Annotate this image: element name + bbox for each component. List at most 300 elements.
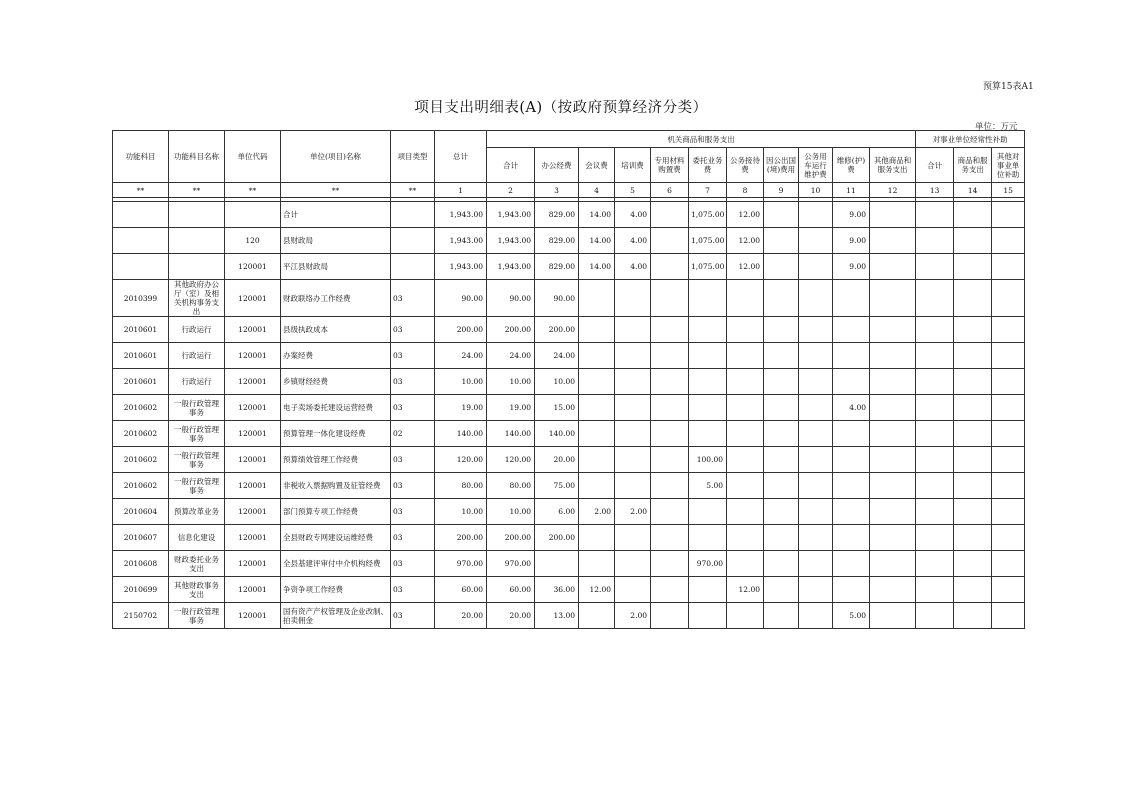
index-cell: ** bbox=[391, 183, 435, 198]
amount-cell bbox=[727, 395, 764, 421]
func-name-cell: 其他政府办公厅（室）及相关机构事务支出 bbox=[169, 280, 225, 317]
table-row bbox=[113, 369, 1025, 395]
amount-cell bbox=[954, 280, 992, 317]
amount-cell: 1,943.00 bbox=[487, 202, 535, 228]
amount-cell: 1,075.00 bbox=[689, 202, 727, 228]
amount-cell bbox=[615, 421, 651, 447]
table-row bbox=[113, 499, 1025, 525]
func-code-cell: 2010604 bbox=[113, 499, 169, 525]
header-func-code: 功能科目 bbox=[113, 131, 169, 183]
header-reception: 公务接待费 bbox=[727, 148, 764, 183]
amount-cell: 4.00 bbox=[615, 202, 651, 228]
amount-cell bbox=[615, 473, 651, 499]
amount-cell bbox=[689, 369, 727, 395]
amount-cell bbox=[764, 551, 799, 577]
index-cell: 4 bbox=[579, 183, 615, 198]
amount-cell bbox=[615, 280, 651, 317]
amount-cell bbox=[615, 551, 651, 577]
amount-cell bbox=[954, 473, 992, 499]
amount-cell bbox=[579, 551, 615, 577]
amount-cell bbox=[799, 473, 833, 499]
amount-cell: 4.00 bbox=[615, 254, 651, 280]
amount-cell bbox=[651, 395, 689, 421]
amount-cell bbox=[954, 447, 992, 473]
index-cell: 10 bbox=[799, 183, 833, 198]
amount-cell bbox=[651, 369, 689, 395]
func-code-cell: 2150702 bbox=[113, 603, 169, 629]
amount-cell bbox=[579, 317, 615, 343]
index-cell: 13 bbox=[916, 183, 954, 198]
amount-cell bbox=[727, 317, 764, 343]
unit-code-cell bbox=[225, 202, 281, 228]
index-cell: 8 bbox=[727, 183, 764, 198]
amount-cell bbox=[833, 525, 870, 551]
project-type-cell bbox=[391, 254, 435, 280]
table-row bbox=[113, 577, 1025, 603]
amount-cell bbox=[992, 525, 1025, 551]
func-code-cell bbox=[113, 202, 169, 228]
amount-cell bbox=[870, 551, 916, 577]
unit-code-cell: 120001 bbox=[225, 577, 281, 603]
func-code-cell: 2010699 bbox=[113, 577, 169, 603]
amount-cell bbox=[870, 369, 916, 395]
amount-cell bbox=[651, 577, 689, 603]
header-group-goods: 机关商品和服务支出 bbox=[487, 131, 916, 148]
amount-cell bbox=[579, 280, 615, 317]
amount-cell: 2.00 bbox=[579, 499, 615, 525]
amount-cell bbox=[916, 254, 954, 280]
amount-cell bbox=[833, 280, 870, 317]
amount-cell bbox=[689, 317, 727, 343]
amount-cell bbox=[615, 525, 651, 551]
amount-cell bbox=[764, 421, 799, 447]
header-project-type: 项目类型 bbox=[391, 131, 435, 183]
project-type-cell: 03 bbox=[391, 551, 435, 577]
amount-cell bbox=[764, 317, 799, 343]
project-type-cell: 02 bbox=[391, 421, 435, 447]
amount-cell bbox=[833, 421, 870, 447]
amount-cell: 970.00 bbox=[689, 551, 727, 577]
unit-code-cell: 120 bbox=[225, 228, 281, 254]
amount-cell bbox=[916, 228, 954, 254]
amount-cell bbox=[833, 473, 870, 499]
amount-cell bbox=[833, 551, 870, 577]
amount-cell bbox=[954, 499, 992, 525]
amount-cell: 1,943.00 bbox=[435, 228, 487, 254]
header-sub-total: 合计 bbox=[916, 148, 954, 183]
amount-cell bbox=[992, 473, 1025, 499]
project-type-cell: 03 bbox=[391, 577, 435, 603]
amount-cell bbox=[651, 202, 689, 228]
amount-cell bbox=[535, 551, 579, 577]
amount-cell: 24.00 bbox=[535, 343, 579, 369]
func-code-cell bbox=[113, 254, 169, 280]
amount-cell: 829.00 bbox=[535, 254, 579, 280]
amount-cell: 1,943.00 bbox=[487, 254, 535, 280]
amount-cell: 90.00 bbox=[535, 280, 579, 317]
amount-cell: 200.00 bbox=[487, 525, 535, 551]
index-row bbox=[113, 183, 1025, 198]
amount-cell bbox=[992, 202, 1025, 228]
page-title: 项目支出明细表(A)（按政府预算经济分类） bbox=[414, 100, 708, 116]
table-row bbox=[113, 395, 1025, 421]
unit-code-cell: 120001 bbox=[225, 395, 281, 421]
amount-cell bbox=[799, 447, 833, 473]
table-row bbox=[113, 525, 1025, 551]
func-code-cell bbox=[113, 228, 169, 254]
amount-cell bbox=[651, 551, 689, 577]
amount-cell bbox=[992, 577, 1025, 603]
amount-cell bbox=[651, 280, 689, 317]
func-code-cell: 2010602 bbox=[113, 395, 169, 421]
amount-cell bbox=[651, 421, 689, 447]
amount-cell: 20.00 bbox=[487, 603, 535, 629]
unit-name-cell: 财政联络办工作经费 bbox=[281, 280, 391, 317]
amount-cell bbox=[833, 499, 870, 525]
amount-cell bbox=[870, 254, 916, 280]
unit-code-cell: 120001 bbox=[225, 421, 281, 447]
amount-cell bbox=[870, 395, 916, 421]
amount-cell: 200.00 bbox=[435, 525, 487, 551]
amount-cell bbox=[727, 343, 764, 369]
func-code-cell: 2010601 bbox=[113, 369, 169, 395]
amount-cell bbox=[764, 395, 799, 421]
amount-cell: 970.00 bbox=[435, 551, 487, 577]
unit-name-cell: 全县基建评审付中介机构经费 bbox=[281, 551, 391, 577]
amount-cell: 9.00 bbox=[833, 228, 870, 254]
amount-cell bbox=[689, 577, 727, 603]
amount-cell bbox=[727, 421, 764, 447]
amount-cell bbox=[916, 577, 954, 603]
amount-cell bbox=[870, 202, 916, 228]
func-code-cell: 2010601 bbox=[113, 343, 169, 369]
func-name-cell: 行政运行 bbox=[169, 369, 225, 395]
amount-cell bbox=[689, 421, 727, 447]
amount-cell bbox=[764, 343, 799, 369]
amount-cell bbox=[579, 395, 615, 421]
project-type-cell: 03 bbox=[391, 369, 435, 395]
amount-cell: 20.00 bbox=[435, 603, 487, 629]
amount-cell bbox=[916, 317, 954, 343]
func-code-cell: 2010601 bbox=[113, 317, 169, 343]
amount-cell bbox=[689, 343, 727, 369]
amount-cell bbox=[727, 551, 764, 577]
project-type-cell bbox=[391, 202, 435, 228]
unit-label: 单位：万元 bbox=[975, 122, 1018, 132]
amount-cell: 5.00 bbox=[833, 603, 870, 629]
func-name-cell: 财政委托业务支出 bbox=[169, 551, 225, 577]
index-cell: 3 bbox=[535, 183, 579, 198]
unit-name-cell: 平江县财政局 bbox=[281, 254, 391, 280]
amount-cell: 200.00 bbox=[435, 317, 487, 343]
amount-cell: 10.00 bbox=[487, 369, 535, 395]
amount-cell: 6.00 bbox=[535, 499, 579, 525]
amount-cell bbox=[799, 577, 833, 603]
amount-cell bbox=[992, 228, 1025, 254]
amount-cell bbox=[689, 395, 727, 421]
header-other-goods: 其他商品和服务支出 bbox=[870, 148, 916, 183]
amount-cell: 1,943.00 bbox=[435, 254, 487, 280]
amount-cell bbox=[954, 603, 992, 629]
amount-cell bbox=[651, 603, 689, 629]
header-vehicle: 公务用车运行维护费 bbox=[799, 148, 833, 183]
index-cell: ** bbox=[225, 183, 281, 198]
index-cell: 5 bbox=[615, 183, 651, 198]
project-type-cell: 03 bbox=[391, 343, 435, 369]
func-name-cell: 一般行政管理事务 bbox=[169, 395, 225, 421]
func-name-cell bbox=[169, 228, 225, 254]
amount-cell: 1,075.00 bbox=[689, 228, 727, 254]
amount-cell: 14.00 bbox=[579, 202, 615, 228]
header-group-subsidy: 对事业单位经常性补助 bbox=[916, 131, 1025, 148]
amount-cell bbox=[992, 280, 1025, 317]
amount-cell: 140.00 bbox=[487, 421, 535, 447]
amount-cell bbox=[615, 317, 651, 343]
amount-cell: 2.00 bbox=[615, 499, 651, 525]
amount-cell bbox=[954, 577, 992, 603]
amount-cell bbox=[954, 421, 992, 447]
amount-cell: 80.00 bbox=[435, 473, 487, 499]
unit-name-cell: 国有资产产权管理及企业改制、拍卖佣金 bbox=[281, 603, 391, 629]
index-cell: 14 bbox=[954, 183, 992, 198]
amount-cell bbox=[954, 254, 992, 280]
func-name-cell: 预算改革业务 bbox=[169, 499, 225, 525]
amount-cell: 200.00 bbox=[535, 525, 579, 551]
header-unit-code: 单位代码 bbox=[225, 131, 281, 183]
amount-cell: 12.00 bbox=[727, 254, 764, 280]
page-code: 预算15表A1 bbox=[983, 82, 1034, 92]
amount-cell bbox=[579, 421, 615, 447]
index-cell: 1 bbox=[435, 183, 487, 198]
amount-cell bbox=[764, 254, 799, 280]
amount-cell: 12.00 bbox=[579, 577, 615, 603]
project-type-cell bbox=[391, 228, 435, 254]
amount-cell bbox=[689, 525, 727, 551]
amount-cell bbox=[992, 254, 1025, 280]
amount-cell bbox=[764, 603, 799, 629]
amount-cell bbox=[916, 525, 954, 551]
amount-cell: 140.00 bbox=[535, 421, 579, 447]
amount-cell: 24.00 bbox=[487, 343, 535, 369]
index-cell: 7 bbox=[689, 183, 727, 198]
amount-cell: 60.00 bbox=[487, 577, 535, 603]
amount-cell: 14.00 bbox=[579, 228, 615, 254]
func-name-cell: 信息化建设 bbox=[169, 525, 225, 551]
amount-cell: 5.00 bbox=[689, 473, 727, 499]
amount-cell: 14.00 bbox=[579, 254, 615, 280]
amount-cell: 24.00 bbox=[435, 343, 487, 369]
amount-cell bbox=[799, 317, 833, 343]
unit-code-cell: 120001 bbox=[225, 473, 281, 499]
table-row bbox=[113, 254, 1025, 280]
func-name-cell: 一般行政管理事务 bbox=[169, 421, 225, 447]
amount-cell bbox=[916, 551, 954, 577]
amount-cell bbox=[651, 317, 689, 343]
amount-cell bbox=[916, 280, 954, 317]
amount-cell bbox=[870, 421, 916, 447]
amount-cell bbox=[799, 369, 833, 395]
amount-cell bbox=[651, 499, 689, 525]
amount-cell bbox=[727, 369, 764, 395]
index-cell: 11 bbox=[833, 183, 870, 198]
amount-cell bbox=[992, 603, 1025, 629]
amount-cell bbox=[916, 202, 954, 228]
amount-cell: 90.00 bbox=[435, 280, 487, 317]
amount-cell: 100.00 bbox=[689, 447, 727, 473]
amount-cell bbox=[615, 343, 651, 369]
unit-name-cell: 合计 bbox=[281, 202, 391, 228]
amount-cell bbox=[799, 499, 833, 525]
func-name-cell: 行政运行 bbox=[169, 317, 225, 343]
func-code-cell: 2010607 bbox=[113, 525, 169, 551]
amount-cell bbox=[954, 202, 992, 228]
func-name-cell: 一般行政管理事务 bbox=[169, 603, 225, 629]
unit-code-cell: 120001 bbox=[225, 280, 281, 317]
amount-cell bbox=[579, 447, 615, 473]
amount-cell bbox=[799, 525, 833, 551]
amount-cell: 19.00 bbox=[435, 395, 487, 421]
amount-cell: 120.00 bbox=[487, 447, 535, 473]
project-type-cell: 03 bbox=[391, 499, 435, 525]
amount-cell bbox=[833, 343, 870, 369]
func-code-cell: 2010608 bbox=[113, 551, 169, 577]
amount-cell bbox=[992, 421, 1025, 447]
unit-name-cell: 预算管理一体化建设经费 bbox=[281, 421, 391, 447]
unit-code-cell: 120001 bbox=[225, 499, 281, 525]
header-special-materials: 专用材料购置费 bbox=[651, 148, 689, 183]
amount-cell bbox=[870, 577, 916, 603]
amount-cell bbox=[799, 254, 833, 280]
amount-cell: 4.00 bbox=[615, 228, 651, 254]
func-code-cell: 2010399 bbox=[113, 280, 169, 317]
amount-cell bbox=[615, 577, 651, 603]
amount-cell: 1,075.00 bbox=[689, 254, 727, 280]
amount-cell bbox=[954, 317, 992, 343]
project-type-cell: 03 bbox=[391, 280, 435, 317]
amount-cell bbox=[727, 280, 764, 317]
unit-code-cell: 120001 bbox=[225, 254, 281, 280]
index-cell: ** bbox=[113, 183, 169, 198]
amount-cell bbox=[615, 447, 651, 473]
func-name-cell bbox=[169, 254, 225, 280]
amount-cell bbox=[579, 525, 615, 551]
amount-cell bbox=[727, 603, 764, 629]
func-name-cell: 其他财政事务支出 bbox=[169, 577, 225, 603]
amount-cell bbox=[833, 447, 870, 473]
amount-cell: 10.00 bbox=[435, 499, 487, 525]
amount-cell bbox=[689, 603, 727, 629]
unit-name-cell: 争资争项工作经费 bbox=[281, 577, 391, 603]
amount-cell bbox=[833, 369, 870, 395]
amount-cell bbox=[615, 369, 651, 395]
index-cell: ** bbox=[169, 183, 225, 198]
index-cell: 6 bbox=[651, 183, 689, 198]
header-sub-goods: 商品和服务支出 bbox=[954, 148, 992, 183]
amount-cell bbox=[954, 525, 992, 551]
unit-code-cell: 120001 bbox=[225, 343, 281, 369]
header-subtotal: 合计 bbox=[487, 148, 535, 183]
amount-cell bbox=[799, 280, 833, 317]
amount-cell bbox=[615, 395, 651, 421]
amount-cell bbox=[799, 395, 833, 421]
amount-cell: 80.00 bbox=[487, 473, 535, 499]
amount-cell bbox=[870, 343, 916, 369]
header-func-name: 功能科目名称 bbox=[169, 131, 225, 183]
func-name-cell: 行政运行 bbox=[169, 343, 225, 369]
amount-cell bbox=[992, 499, 1025, 525]
index-cell: 15 bbox=[992, 183, 1025, 198]
project-type-cell: 03 bbox=[391, 525, 435, 551]
func-name-cell: 一般行政管理事务 bbox=[169, 447, 225, 473]
table-row bbox=[113, 228, 1025, 254]
amount-cell: 140.00 bbox=[435, 421, 487, 447]
header-maintenance: 维修(护)费 bbox=[833, 148, 870, 183]
amount-cell bbox=[579, 473, 615, 499]
unit-name-cell: 乡镇财经经费 bbox=[281, 369, 391, 395]
amount-cell bbox=[727, 499, 764, 525]
amount-cell bbox=[727, 447, 764, 473]
header-meeting: 会议费 bbox=[579, 148, 615, 183]
unit-name-cell: 县财政局 bbox=[281, 228, 391, 254]
amount-cell: 20.00 bbox=[535, 447, 579, 473]
amount-cell: 10.00 bbox=[435, 369, 487, 395]
amount-cell bbox=[870, 525, 916, 551]
unit-name-cell: 办案经费 bbox=[281, 343, 391, 369]
amount-cell bbox=[764, 369, 799, 395]
amount-cell bbox=[870, 317, 916, 343]
amount-cell bbox=[651, 343, 689, 369]
amount-cell bbox=[651, 254, 689, 280]
amount-cell bbox=[916, 447, 954, 473]
unit-name-cell: 部门预算专项工作经费 bbox=[281, 499, 391, 525]
header-training: 培训费 bbox=[615, 148, 651, 183]
amount-cell bbox=[954, 395, 992, 421]
amount-cell bbox=[992, 317, 1025, 343]
amount-cell: 829.00 bbox=[535, 228, 579, 254]
project-type-cell: 03 bbox=[391, 473, 435, 499]
amount-cell: 13.00 bbox=[535, 603, 579, 629]
amount-cell bbox=[870, 473, 916, 499]
project-type-cell: 03 bbox=[391, 317, 435, 343]
amount-cell: 12.00 bbox=[727, 577, 764, 603]
table-row bbox=[113, 343, 1025, 369]
amount-cell bbox=[916, 395, 954, 421]
amount-cell bbox=[916, 603, 954, 629]
amount-cell bbox=[689, 499, 727, 525]
amount-cell bbox=[992, 369, 1025, 395]
expenditure-table bbox=[112, 130, 1025, 629]
table-row bbox=[113, 202, 1025, 228]
amount-cell bbox=[764, 202, 799, 228]
amount-cell bbox=[651, 525, 689, 551]
func-name-cell: 一般行政管理事务 bbox=[169, 473, 225, 499]
amount-cell: 75.00 bbox=[535, 473, 579, 499]
amount-cell bbox=[764, 228, 799, 254]
amount-cell bbox=[764, 499, 799, 525]
header-commissioned: 委托业务费 bbox=[689, 148, 727, 183]
amount-cell: 15.00 bbox=[535, 395, 579, 421]
amount-cell: 200.00 bbox=[535, 317, 579, 343]
func-code-cell: 2010602 bbox=[113, 473, 169, 499]
unit-name-cell: 非税收入票据购置及征管经费 bbox=[281, 473, 391, 499]
unit-name-cell: 全县财政专网建设运维经费 bbox=[281, 525, 391, 551]
amount-cell bbox=[651, 473, 689, 499]
amount-cell: 970.00 bbox=[487, 551, 535, 577]
amount-cell bbox=[916, 473, 954, 499]
amount-cell bbox=[799, 421, 833, 447]
amount-cell bbox=[579, 343, 615, 369]
index-cell: ** bbox=[281, 183, 391, 198]
